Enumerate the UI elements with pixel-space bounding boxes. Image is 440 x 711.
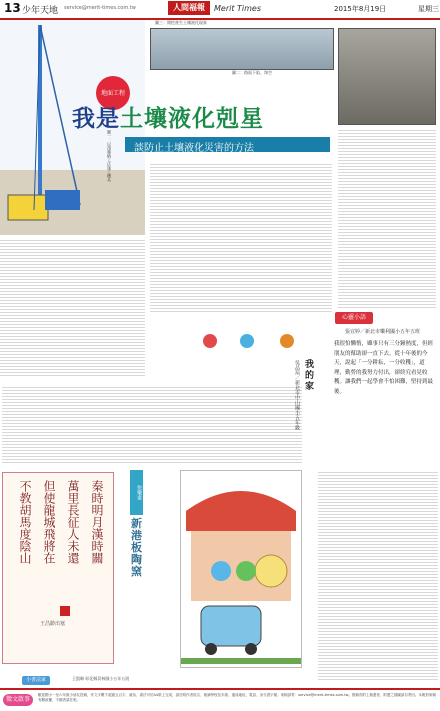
poem-line: 秦時明月漢時關 (90, 480, 104, 564)
page-number: 13 (4, 1, 21, 15)
essay-title: 我的家 (305, 360, 315, 392)
drawing-title: 新港板陶窯 (131, 517, 142, 578)
article-body-right (338, 128, 436, 308)
essay-body (2, 385, 302, 465)
drawing-tag: 快樂畫 (130, 470, 143, 515)
seal-stamp (60, 606, 70, 616)
article-body-left (0, 238, 145, 378)
section-badge: 地面工程 (96, 76, 130, 110)
column-text: 我很怕懶惰，雖事只有三分鐘熱度，但經朋友的幫助卻一直下去。從十年後的今天，說起「一分耕耘，一分收穫」，道理，勤勞的我努力付出，卻終究看見收穫。讓我們一起學會不怕困難，堅持到最後。 (334, 341, 434, 395)
deco-circle (280, 334, 294, 348)
poem-line: 不教胡馬度陰山 (18, 480, 32, 564)
essay-body-right (318, 470, 438, 682)
issue-date: 2015年8月19日 (334, 5, 387, 13)
header-url[interactable]: service@merit-times.com.tw (64, 5, 136, 11)
newspaper-logo: 人間福報 (168, 1, 210, 15)
poem-line: 但使龍城飛將在 (42, 480, 56, 564)
kiln-drawing (180, 470, 302, 668)
column-tab: 心靈小語 (335, 312, 373, 324)
calligraphy-tag: 小書法家 (22, 676, 50, 685)
crane-caption: 圖一：以預壘樁工法施工機具 (107, 130, 112, 182)
soil-photo (338, 28, 436, 125)
poem-line: 萬里長征人未還 (66, 480, 80, 564)
column-author: 張宜婷／新北市樂利國小五年五班 (345, 329, 421, 335)
submission-notice: 歡迎國小一至六年級小朋友投稿，作文字數不超過五百字，童詩、書法可於A4紙上完成，請註明作者姓名、就讀學校及年級、通訊地址、電話、身分證字號。來稿請寄：service@merit-times.com.tw。徵稿有附上插畫者，附畫之插圖請另寄回。本報對來稿有刪改權，不願者請註明。 (38, 693, 436, 702)
drawing-illustration (181, 471, 301, 667)
issue-weekday: 星期三 (418, 5, 439, 13)
article-body (150, 162, 332, 312)
feature-subtitle: 談防止土壤液化災害的方法 (134, 143, 254, 154)
newspaper-logo-en: Merit Times (214, 4, 262, 13)
feature-title (72, 100, 264, 133)
submission-tag: 徵文啟事 (3, 694, 33, 706)
section-name: 少年天地 (22, 6, 59, 16)
photo1-caption: 圖三：開挖產生土壤液化現象 (155, 20, 207, 25)
essay-author: 吳品瑄／新北市中山國小五年級 (294, 360, 300, 430)
deco-circle (240, 334, 254, 348)
poem-signature: 王昌齡出塞 (40, 621, 66, 627)
calligraphy-credit: 王凱琳 彰化縣員林國小五年五班 (72, 676, 130, 681)
photo1b-caption: 圖二：路面下陷、淘空 (232, 70, 272, 75)
deco-circle (203, 334, 217, 348)
title-highlight: 土壤液化剋星 (120, 106, 264, 132)
title-prefix: 我是 (72, 106, 120, 132)
road-collapse-photo (150, 28, 334, 70)
